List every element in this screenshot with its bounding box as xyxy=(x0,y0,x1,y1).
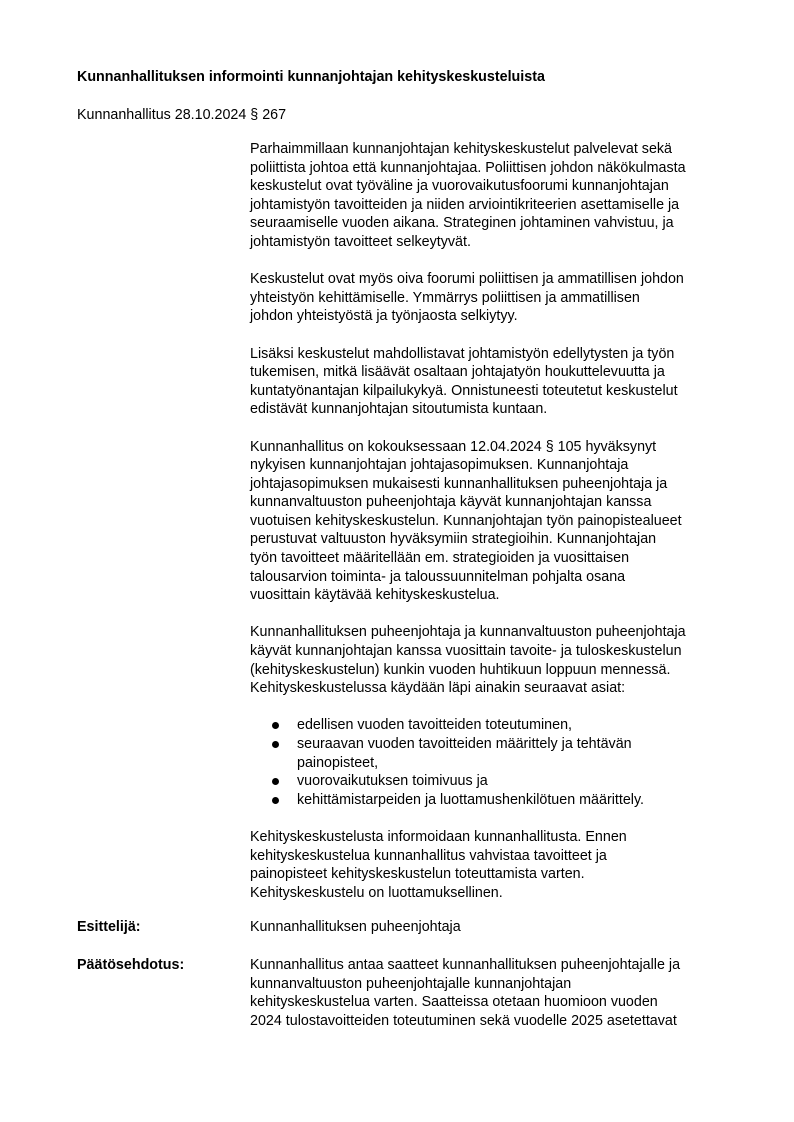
bullet-dot-icon xyxy=(272,778,279,785)
bullet-dot-icon xyxy=(272,741,279,748)
bullet-item xyxy=(272,716,750,735)
text-line: 2024 tulostavoitteiden toteutuminen sekä vuodelle 2025 asetettavat xyxy=(250,1012,677,1029)
text-line: edistävät kunnanjohtajan sitoutumista kuntaan. xyxy=(250,401,548,418)
text-line: Kehityskeskustelusta informoidaan kunnanhallitusta. Ennen xyxy=(250,828,627,845)
text-line: painopisteet kehityskeskustelun toteuttamista varten. xyxy=(250,866,585,883)
text-line: poliittista johtoa että kunnanjohtajaa. Poliittisen johdon näkökulmasta xyxy=(250,159,686,176)
document-title: Kunnanhallituksen informointi kunnanjohtajan kehityskeskusteluista xyxy=(77,69,545,85)
paragraph xyxy=(250,438,750,605)
proposal-value xyxy=(250,956,750,1030)
text-line: johtamistyön tavoitteet selkeytyvät. xyxy=(250,233,471,250)
text-line: kuntatyönantajan kilpailukykyä. Onnistuneesti toteutetut keskustelut xyxy=(250,382,678,399)
text-line: tukemisen, mitkä lisäävät osaltaan johtajatyön houkuttelevuutta ja xyxy=(250,364,665,381)
paragraph xyxy=(250,345,750,419)
text-line: edellisen vuoden tavoitteiden toteutuminen, xyxy=(297,717,573,734)
text-line: perustuvat valtuuston hyväksymiin strategioihin. Kunnanjohtajan xyxy=(250,531,657,548)
closing-paragraph xyxy=(250,828,750,902)
text-line: talousarvion toiminta- ja taloussuunnitelman pohjalta osana xyxy=(250,568,626,585)
presenter-value xyxy=(250,918,750,937)
bullet-list xyxy=(250,716,750,809)
text-line: Kunnanhallitus antaa saatteet kunnanhallituksen puheenjohtajalle ja xyxy=(250,957,681,973)
paragraph xyxy=(250,270,750,326)
text-line: Kunnanhallituksen puheenjohtaja ja kunnanvaltuuston puheenjohtaja xyxy=(250,624,686,641)
paragraph xyxy=(250,623,750,697)
text-line: kunnanvaltuuston puheenjohtajalle kunnanjohtajan xyxy=(250,975,572,992)
text-line: vuotuisen kehityskeskustelun. Kunnanjohtajan työn painopistealueet xyxy=(250,512,682,529)
text-line: työn tavoitteet määritellään em. strategioiden ja vuosittaisen xyxy=(250,550,630,567)
text-line: kehittämistarpeiden ja luottamushenkilötuen määrittely. xyxy=(297,791,645,808)
text-line: painopisteet, xyxy=(297,754,379,771)
text-line: johtajasopimuksen mukaisesti kunnanhallituksen puheenjohtaja ja xyxy=(250,475,668,492)
bullet-item xyxy=(272,791,750,810)
text-line: keskustelut ovat työväline ja vuorovaikutusfoorumi kunnanjohtajan xyxy=(250,178,669,195)
bullet-dot-icon xyxy=(272,797,279,804)
text-line: Keskustelut ovat myös oiva foorumi poliittisen ja ammatillisen johdon xyxy=(250,271,684,288)
text-line: kunnanvaltuuston puheenjohtaja käyvät kunnanjohtajan kanssa xyxy=(250,494,652,511)
paragraph xyxy=(250,140,750,252)
text-line: vuosittain käytävää kehityskeskustelua. xyxy=(250,587,500,604)
text-line: kehityskeskustelua varten. Saatteissa otetaan huomioon vuoden xyxy=(250,994,658,1011)
text-line: Kehityskeskustelu on luottamuksellinen. xyxy=(250,884,503,901)
bullet-item xyxy=(272,735,750,772)
text-line: nykyisen kunnanjohtajan johtajasopimuksen. Kunnanjohtaja xyxy=(250,457,629,474)
text-line: johtamistyön tavoitteiden ja niiden arviointikriteerien asettamiselle ja xyxy=(250,196,680,213)
text-line: vuorovaikutuksen toimivuus ja xyxy=(297,773,488,790)
text-line: Kehityskeskustelussa käydään läpi ainakin seuraavat asiat: xyxy=(250,680,626,697)
text-line: (kehityskeskustelun) kunkin vuoden huhtikuun loppuun mennessä. xyxy=(250,661,671,678)
meeting-reference: Kunnanhallitus 28.10.2024 § 267 xyxy=(77,107,287,123)
presenter-label: Esittelijä: xyxy=(77,919,141,935)
text-line: käyvät kunnanjohtajan kanssa vuosittain tavoite- ja tuloskeskustelun xyxy=(250,643,682,660)
text-line: johdon yhteistyöstä ja työnjaosta selkiytyy. xyxy=(250,308,518,325)
text-line: Kunnanhallitus on kokouksessaan 12.04.2024 § 105 hyväksynyt xyxy=(250,438,657,455)
text-line: yhteistyön kehittämiselle. Ymmärrys poliittisen ja ammatillisen xyxy=(250,289,640,306)
text-line: Lisäksi keskustelut mahdollistavat johtamistyön edellytysten ja työn xyxy=(250,345,675,362)
text-line: Parhaimmillaan kunnanjohtajan kehityskeskustelut palvelevat sekä xyxy=(250,141,672,157)
proposal-label: Päätösehdotus: xyxy=(77,957,185,973)
bullet-item xyxy=(272,772,750,791)
text-line: seuraavan vuoden tavoitteiden määrittely ja tehtävän xyxy=(297,736,632,752)
bullet-dot-icon xyxy=(272,722,279,729)
body-text xyxy=(250,140,750,921)
text-line: seuraamiselle vuoden aikana. Strateginen johtaminen vahvistuu, ja xyxy=(250,215,674,232)
text-line: kehityskeskustelua kunnanhallitus vahvistaa tavoitteet ja xyxy=(250,847,607,864)
text-line: Kunnanhallituksen puheenjohtaja xyxy=(250,919,461,935)
